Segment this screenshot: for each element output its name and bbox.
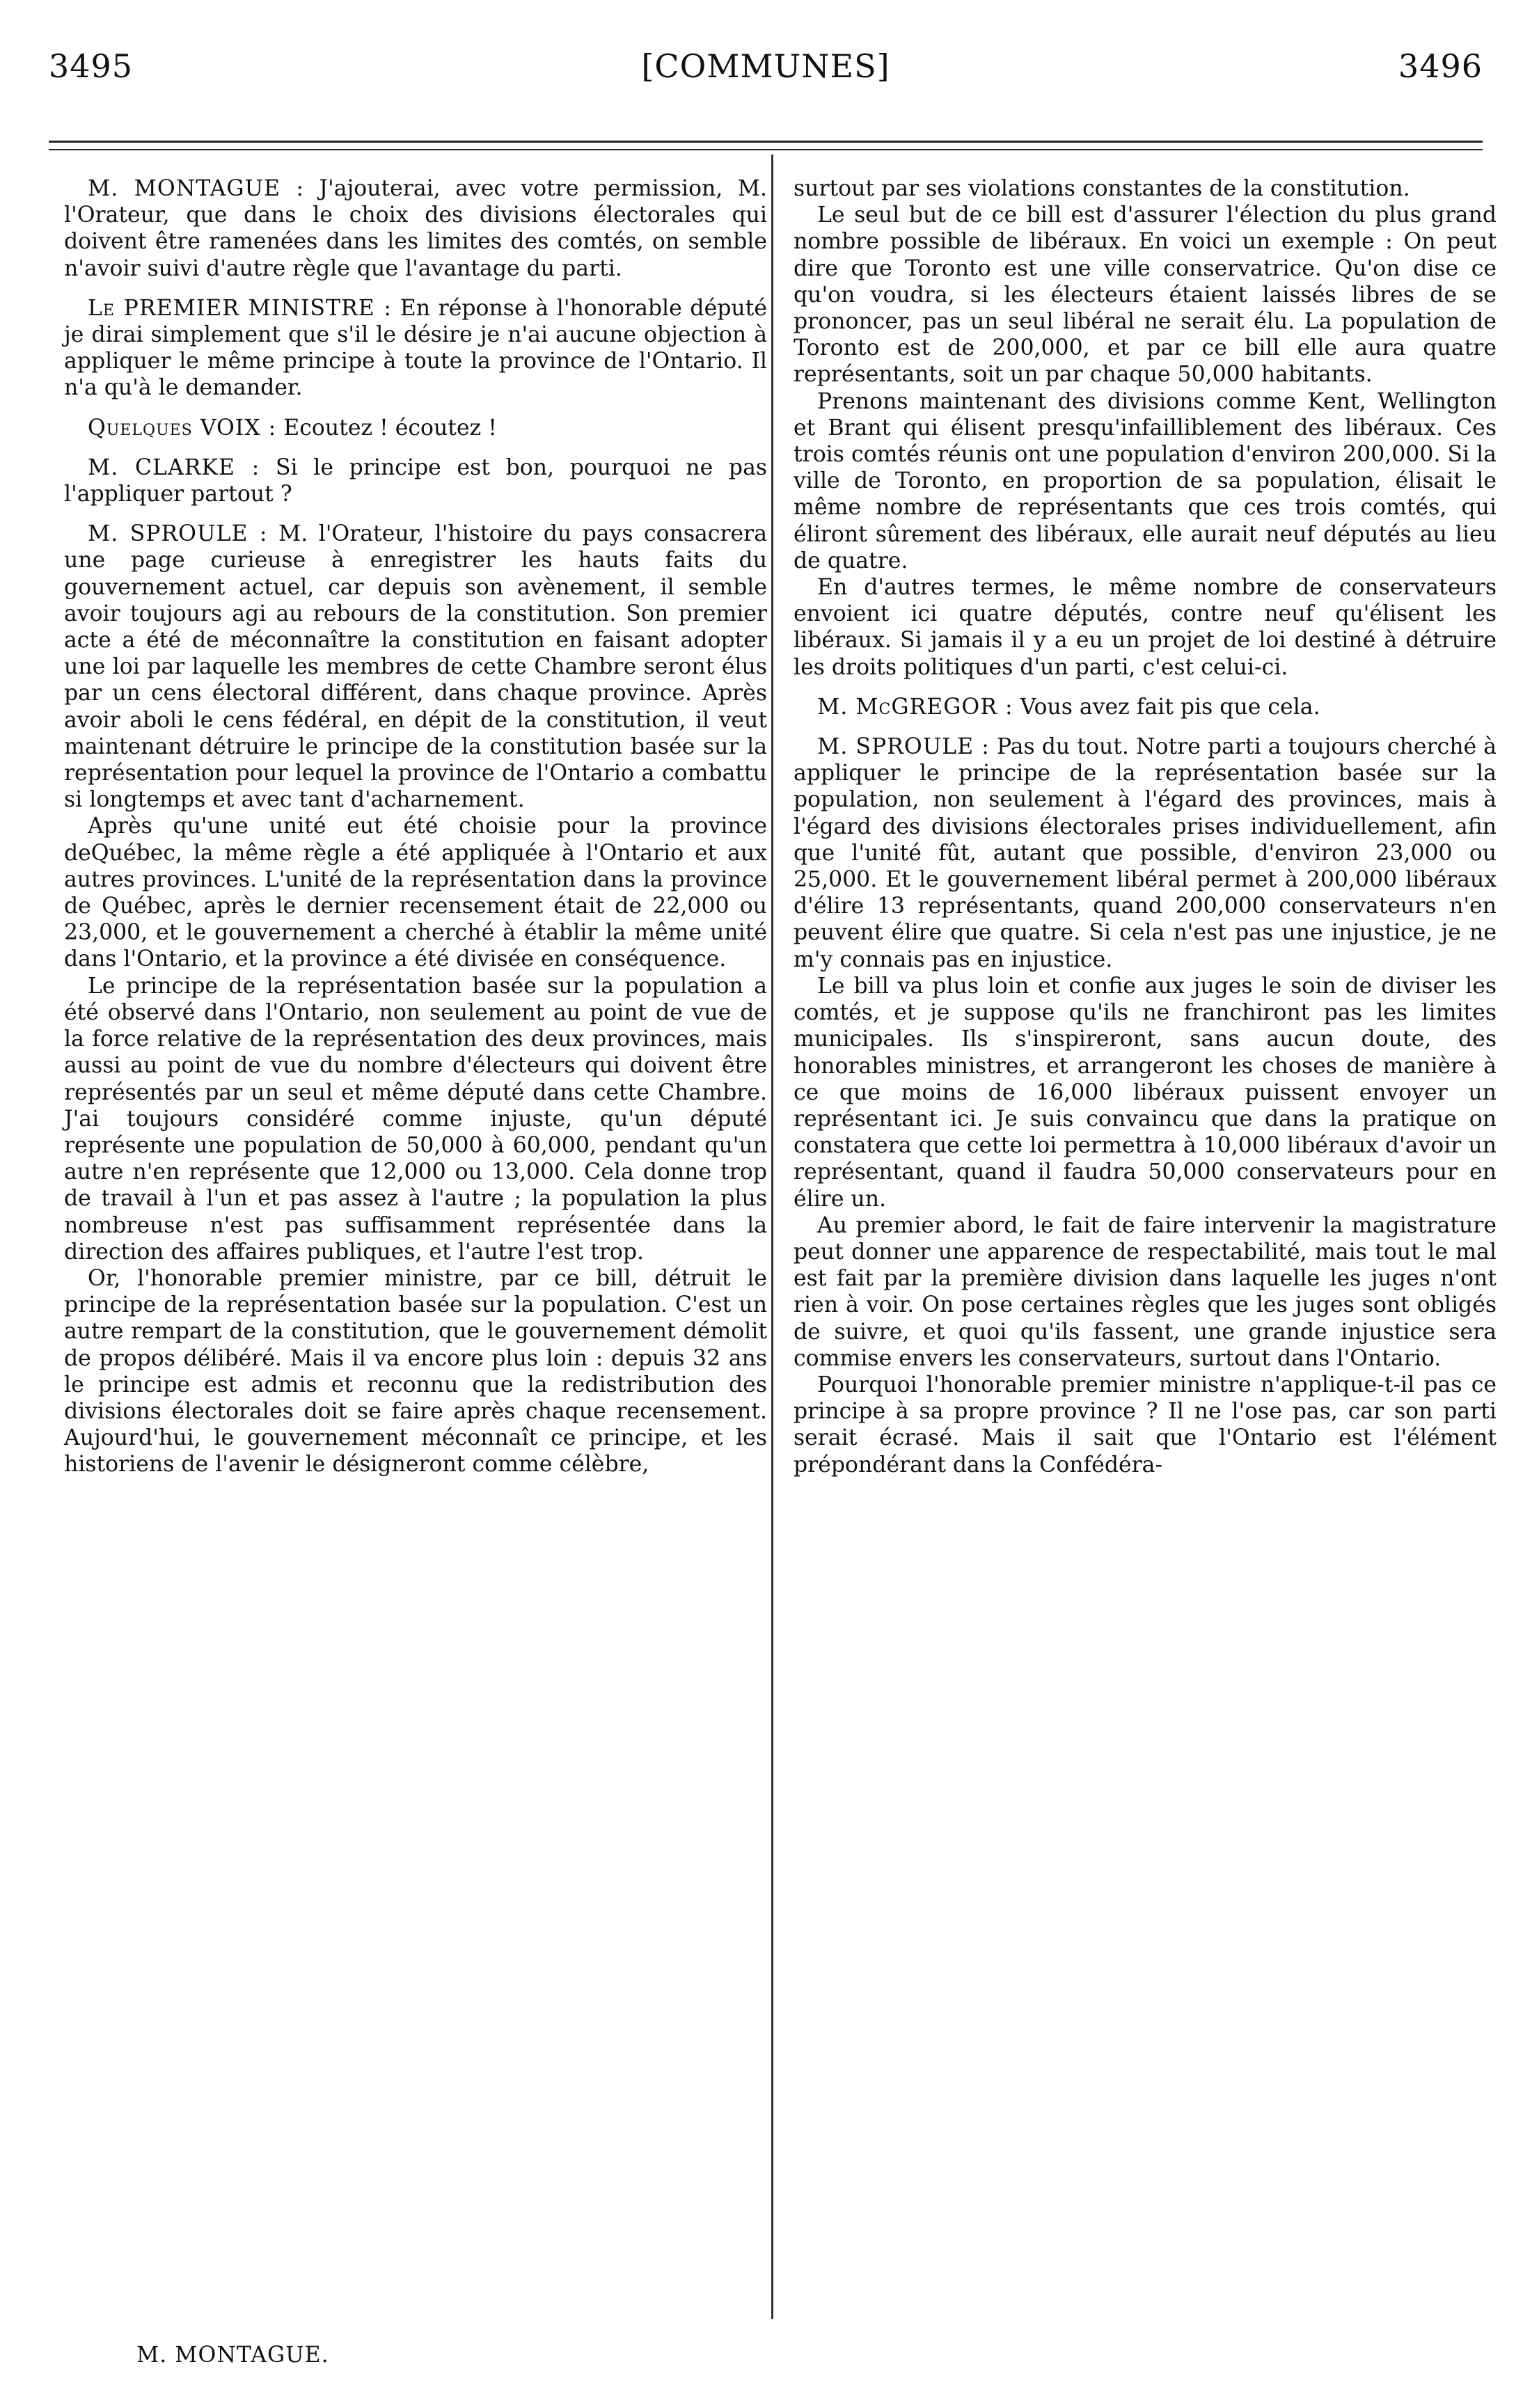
paragraph-text: Le seul but de ce bill est d'assurer l'élection du plus grand nombre possible de libéraux. En voici un exemple : On peut dire que Toronto est une ville conservatrice. Qu'on dise ce qu'on voudra, si les électeurs étaient laissés libres de se prononcer, pas un seul libéral ne serait élu. La population de Toronto est de 200,000, et par ce bill elle aura quatre représentants, soit un par chaque 50,000 habitants. [794,203,1497,388]
paragraph [794,973,1497,1212]
speaker-name: M. MONTAGUE : [88,176,305,201]
paragraph [794,574,1497,681]
paragraph-text: Le principe de la représentation basée sur la population a été observé dans l'Ontario, non seulement au point de vue de la force relative de la représentation des deux provinces, mais aussi au point de vue du nombre d'électeurs qui doivent être représentés par un seul et même député dans cette Chambre. J'ai toujours considéré comme injuste, qu'un député représente une population de 50,000 à 60,000, pendant qu'un autre n'en représente que 12,000 ou 13,000. Cela donne trop de travail à l'un et pas assez à l'autre ; la population la plus nombreuse n'est pas suffisamment représentée dans la direction des affaires publiques, et l'autre l'est trop. [64,973,767,1265]
paragraph-text: En d'autres termes, le même nombre de conservateurs envoient ici quatre députés, contre neuf qu'élisent les libéraux. Si jamais il y a eu un projet de loi destiné à détruire les droits politiques d'un parti, c'est celui-ci. [794,575,1497,680]
paragraph [794,175,1497,202]
paragraph [794,1212,1497,1372]
paragraph-text: Pas du tout. Notre parti a toujours cherché à appliquer le principe de la représentation basée sur la population, non seulement à l'égard des provinces, mais à l'égard des divisions électorales prises individuellement, afin que l'unité fût, autant que possible, d'environ 23,000 ou 25,000. Et le gouvernement libéral permet à 200,000 libéraux d'élire 13 représentants, quand 200,000 conservateurs n'en peuvent élire que quatre. Si cela n'est pas une injustice, je ne m'y connais pas en injustice. [794,734,1497,972]
paragraph [794,694,1497,720]
paragraph [794,1372,1497,1478]
paragraph-text: Si le principe est bon, pourquoi ne pas l'appliquer partout ? [64,454,768,507]
speaker-name: Le PREMIER MINISTRE : [88,295,392,321]
left-column [64,175,767,1478]
footer-catchword: M. MONTAGUE. [136,2343,329,2368]
paragraph-text: Le bill va plus loin et confie aux juges le soin de diviser les comtés, et je suppose qu'ils ne franchiront pas les limites municipales. Ils s'inspireront, sans aucun doute, des honorables ministres, et arrangeront les choses de manière à ce que moins de 16,000 libéraux puissent envoyer un représentant ici. Je suis convaincu que dans la pratique on constatera que cette loi permettra à 10,000 libéraux d'avoir un représentant, quand il faudra 50,000 conservateurs pour en élire un. [794,973,1497,1212]
paragraph [64,521,767,813]
paragraph [64,813,767,972]
paragraph [64,295,767,402]
speaker-name: Quelques VOIX : [88,415,277,441]
paragraph [64,973,767,1265]
speaker-name: M. McGREGOR : [817,694,1013,720]
paragraph [794,388,1497,574]
page-header [49,47,1483,89]
paragraph-text: M. l'Orateur, l'histoire du pays consacrera une page curieuse à enregistrer les hauts faits du gouvernement actuel, car depuis son avènement, il semble avoir toujours agi au rebours de la constitution. Son premier acte a été de méconnaître la constitution en faisant adopter une loi par laquelle les membres de cette Chambre seront élus par un cens électoral différent, dans chaque province. Après avoir aboli le cens fédéral, en dépit de la constitution, il veut maintenant détruire le principe de la constitution basée sur la représentation pour lequel la province de l'Ontario a combattu si longtemps et avec tant d'acharnement. [64,521,767,813]
running-title: [COMMUNES] [641,47,890,85]
paragraph [64,454,767,507]
right-page-number: 3496 [1398,47,1483,85]
paragraph [64,415,767,441]
speaker-name: M. SPROULE : [88,521,268,547]
paragraph [64,1265,767,1478]
paragraph-text: J'ajouterai, avec votre permission, M. l'Orateur, que dans le choix des divisions électorales qui doivent être ramenées dans les limites des comtés, on semble n'avoir suivi d'autre règle que l'avantage du parti. [64,176,767,281]
paragraph [794,202,1497,388]
paragraph-text: Pourquoi l'honorable premier ministre n'applique-t-il pas ce principe à sa propre province ? Il ne l'ose pas, car son parti serait écrasé. Mais il sait que l'Ontario est l'élément prépondérant dans la Confédéra- [794,1372,1497,1478]
paragraph [64,175,767,282]
paragraph-text: Au premier abord, le fait de faire intervenir la magistrature peut donner une apparence de respectabilité, mais tout le mal est fait par la première division dans laquelle les juges n'ont rien à voir. On pose certaines règles que les juges sont obligés de suivre, et quoi qu'ils fassent, une grande injustice sera commise envers les conservateurs, surtout dans l'Ontario. [794,1212,1497,1371]
paragraph-text: Après qu'une unité eut été choisie pour la province deQuébec, la même règle a été appliquée à l'Ontario et aux autres provinces. L'unité de la représentation dans la province de Québec, après le dernier recensement était de 22,000 ou 23,000, et le gouvernement a cherché à établir la même unité dans l'Ontario, et la province a été divisée en conséquence. [64,814,767,972]
paragraph-text: surtout par ses violations constantes de la constitution. [794,176,1410,201]
left-page-number: 3495 [49,47,134,85]
header-rule-bottom [49,149,1483,150]
speaker-name: M. SPROULE : [817,734,990,760]
paragraph-text: Or, l'honorable premier ministre, par ce bill, détruit le principe de la représentation basée sur la population. C'est un autre rempart de la constitution, que le gouvernement démolit de propos délibéré. Mais il va encore plus loin : depuis 32 ans le principe est admis et reconnu que la redistribution des divisions électorales doit se faire après chaque recensement. Aujourd'hui, le gouvernement méconnaît ce principe, et les historiens de l'avenir le désigneront comme célèbre, [64,1265,767,1478]
header-rule-top [49,141,1483,143]
paragraph-text: Ecoutez ! écoutez ! [283,415,497,441]
column-divider [771,155,773,2319]
paragraph-text: En réponse à l'honorable député je dirai simplement que s'il le désire je n'ai aucune objection à appliquer le même principe à toute la province de l'Ontario. Il n'a qu'à le demander. [64,295,767,401]
paragraph-text: Vous avez fait pis que cela. [1020,694,1320,720]
paragraph [794,734,1497,973]
speaker-name: M. CLARKE : [88,454,260,480]
paragraph-text: Prenons maintenant des divisions comme Kent, Wellington et Brant qui élisent presqu'infailliblement des libéraux. Ces trois comtés réunis ont une population d'environ 200,000. Si la ville de Toronto, en proportion de sa population, élisait le même nombre de représentants que ces trois comtés, qui éliront sûrement des libéraux, elle aurait neuf députés au lieu de quatre. [794,388,1497,573]
right-column [794,175,1497,1478]
